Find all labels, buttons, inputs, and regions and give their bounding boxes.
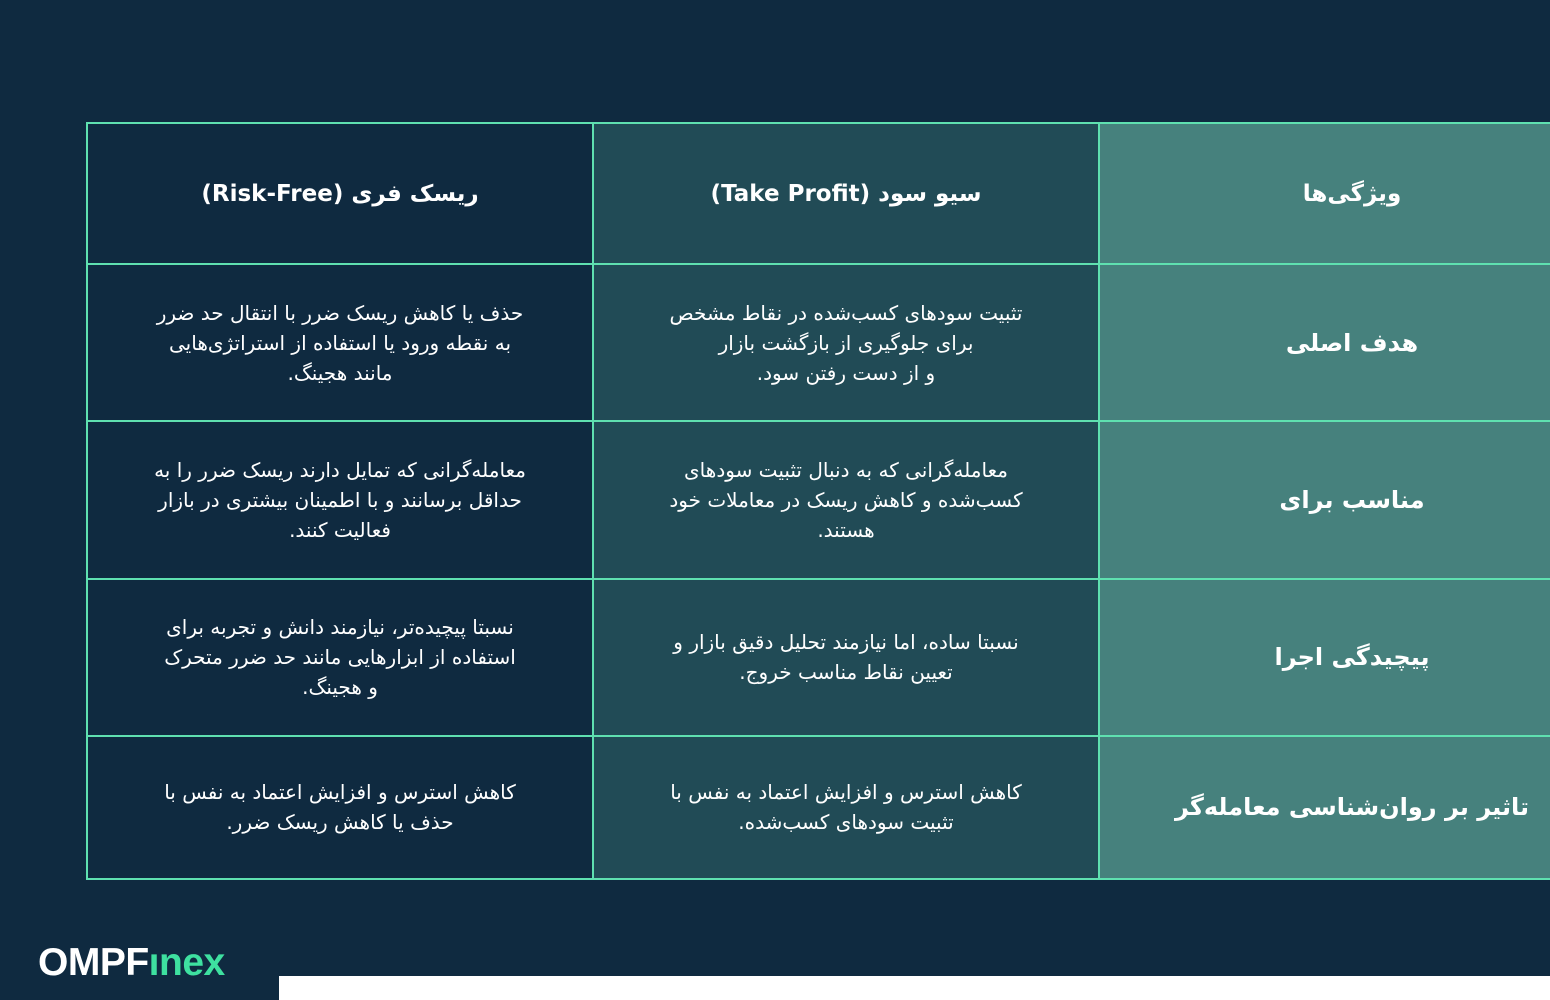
- header-features: ویژگی‌ها: [1099, 123, 1550, 264]
- table-row: [87, 264, 1550, 421]
- cell-line: برای جلوگیری از بازگشت بازار: [718, 330, 974, 355]
- risk-free-cell: [87, 264, 593, 421]
- bottom-strip: [279, 976, 1550, 1000]
- table-header-row: [87, 123, 1550, 264]
- comparison-table: [86, 122, 1550, 880]
- logo-text-accent: ınex: [148, 941, 225, 984]
- take-profit-cell: [593, 264, 1099, 421]
- cell-line: فعالیت کنند.: [289, 517, 391, 542]
- cell-line: کاهش استرس و افزایش اعتماد به نفس با: [670, 780, 1022, 805]
- cell-line: و هجینگ.: [302, 675, 378, 700]
- cell-line: حداقل برسانند و با اطمینان بیشتری در بازار: [158, 487, 522, 512]
- cell-line: تعیین نقاط مناسب خروج.: [739, 660, 953, 685]
- row-label: پیچیدگی اجرا: [1099, 579, 1550, 736]
- cell-line: مانند هجینگ.: [287, 360, 393, 385]
- cell-line: نسبتا پیچیده‌تر، نیازمند دانش و تجربه برای: [166, 615, 514, 640]
- cell-line: حذف یا کاهش ریسک ضرر با انتقال حد ضرر: [156, 300, 524, 325]
- header-take-profit: سیو سود (Take Profit): [593, 123, 1099, 264]
- cell-line: معامله‌گرانی که به دنبال تثبیت سودهای: [684, 457, 1008, 482]
- header-risk-free: ریسک فری (Risk-Free): [87, 123, 593, 264]
- cell-line: نسبتا ساده، اما نیازمند تحلیل دقیق بازار و: [673, 630, 1019, 655]
- cell-line: و از دست رفتن سود.: [756, 360, 936, 385]
- risk-free-cell: [87, 736, 593, 879]
- logo-text-main: OMPF: [38, 941, 149, 984]
- cell-line: حذف یا کاهش ریسک ضرر.: [226, 810, 454, 835]
- table-row: [87, 736, 1550, 879]
- cell-line: هستند.: [817, 517, 875, 542]
- cell-line: کاهش استرس و افزایش اعتماد به نفس با: [164, 780, 516, 805]
- row-label: هدف اصلی: [1099, 264, 1550, 421]
- cell-line: به نقطه ورود یا استفاده از استراتژی‌هایی: [168, 330, 512, 355]
- cell-line: تثبیت سودهای کسب‌شده در نقاط مشخص: [669, 300, 1023, 325]
- omp-finex-logo: [38, 940, 225, 986]
- cell-line: استفاده از ابزارهایی مانند حد ضرر متحرک: [164, 645, 516, 670]
- table-row: [87, 579, 1550, 736]
- cell-line: کسب‌شده و کاهش ریسک در معاملات خود: [669, 487, 1023, 512]
- take-profit-cell: [593, 421, 1099, 578]
- take-profit-cell: [593, 736, 1099, 879]
- risk-free-cell: [87, 579, 593, 736]
- table-row: [87, 421, 1550, 578]
- risk-free-cell: [87, 421, 593, 578]
- cell-line: معامله‌گرانی که تمایل دارند ریسک ضرر را به: [154, 457, 526, 482]
- row-label: مناسب برای: [1099, 421, 1550, 578]
- cell-line: تثبیت سودهای کسب‌شده.: [738, 810, 954, 835]
- row-label: تاثیر بر روان‌شناسی معامله‌گر: [1099, 736, 1550, 879]
- take-profit-cell: [593, 579, 1099, 736]
